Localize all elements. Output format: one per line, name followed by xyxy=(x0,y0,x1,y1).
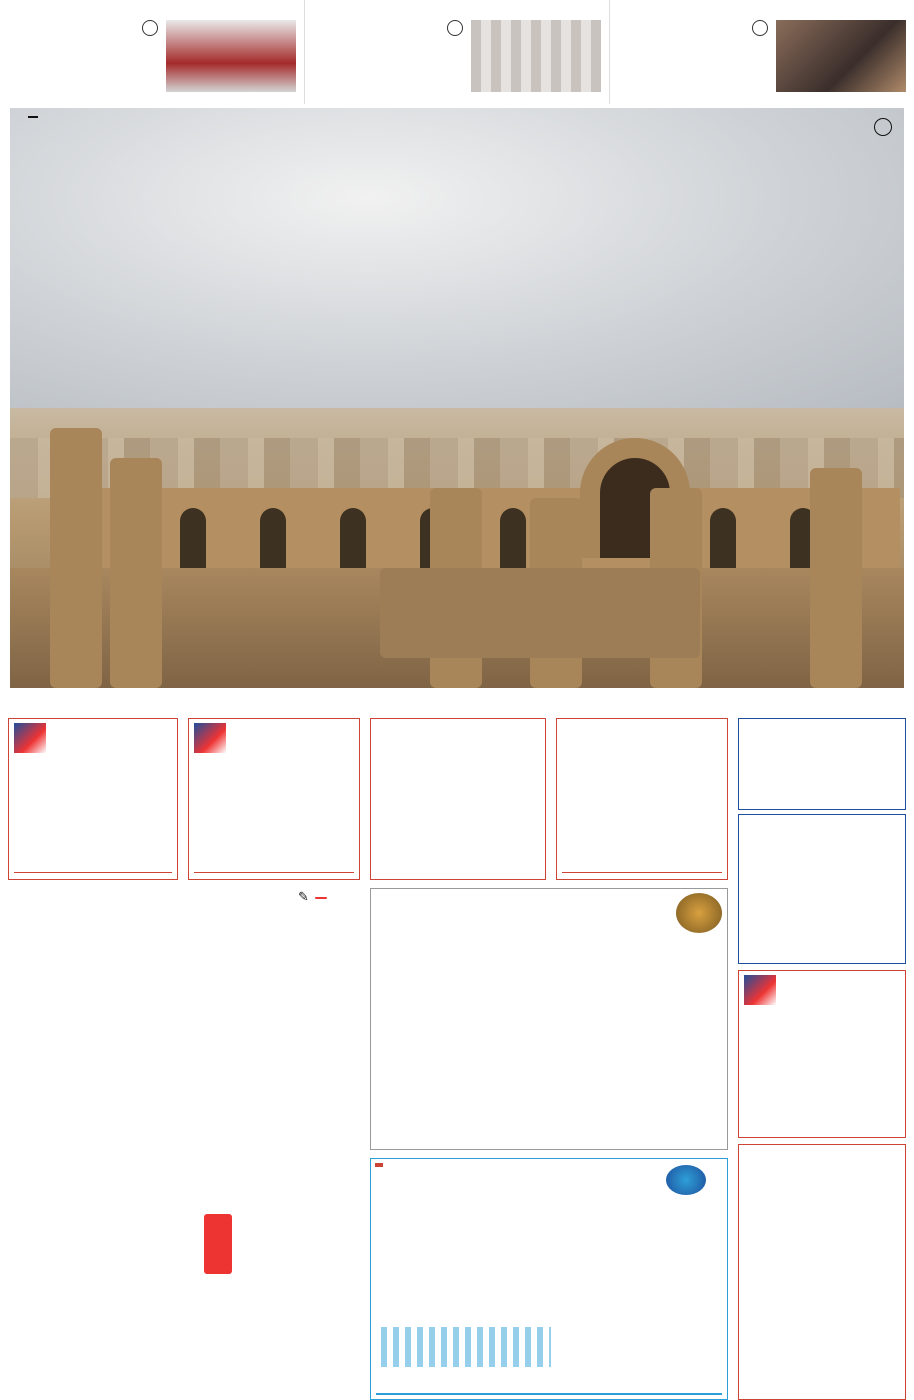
teaser-economy[interactable] xyxy=(304,0,609,104)
pars-brand xyxy=(651,1165,721,1195)
teaser-page-number xyxy=(752,20,768,36)
teaser-page-number xyxy=(142,20,158,36)
sky xyxy=(10,108,904,408)
stone-basin xyxy=(380,568,700,658)
masthead xyxy=(20,116,46,118)
newspaper-logo xyxy=(28,116,38,118)
ad-footer xyxy=(376,1393,722,1395)
saveh-tender-ad-2[interactable] xyxy=(8,718,178,880)
saveh-tender-ad-1[interactable] xyxy=(188,718,360,880)
solution-grid xyxy=(10,1212,196,1398)
ad-footer xyxy=(562,872,722,875)
ad-footer xyxy=(194,872,354,875)
column xyxy=(110,458,162,688)
crossword-clues xyxy=(242,928,368,1190)
pars-logo-icon xyxy=(666,1165,706,1195)
ad-badge xyxy=(375,1163,383,1167)
crossword-down-clues xyxy=(242,1196,368,1400)
golgohar-assembly-ad[interactable] xyxy=(370,718,546,880)
crossword-row-numbers xyxy=(228,972,238,1188)
teaser-photo xyxy=(166,20,296,92)
shayan-assembly-ad[interactable] xyxy=(556,718,728,880)
pars-petrochemical-ad[interactable] xyxy=(370,1158,728,1400)
section-page-number xyxy=(874,118,892,136)
crossword-tag xyxy=(315,897,327,899)
ad-footer xyxy=(14,872,172,875)
company-logo xyxy=(14,723,46,753)
solution-badge xyxy=(204,1214,232,1274)
sedco-logo xyxy=(676,893,722,933)
pen-icon: ✎ xyxy=(298,890,309,905)
two-stage-tender-ad[interactable] xyxy=(738,970,906,1138)
hero-photo xyxy=(10,108,904,688)
teaser-report[interactable] xyxy=(609,0,914,104)
crossword-header xyxy=(298,890,327,905)
teaser-page-number xyxy=(447,20,463,36)
photo-info xyxy=(874,118,892,146)
column xyxy=(50,428,102,688)
sedco-call-ad[interactable] xyxy=(370,888,728,1150)
sigma-ad[interactable] xyxy=(738,814,906,964)
coop-assembly-ad[interactable] xyxy=(738,1144,906,1400)
teaser-photo xyxy=(471,20,601,92)
teaser-provinces[interactable] xyxy=(0,0,304,104)
company-logo xyxy=(194,723,226,753)
teaser-strip xyxy=(0,0,914,104)
company-logo xyxy=(744,975,776,1005)
plant-illustration xyxy=(381,1327,551,1367)
ads-section xyxy=(8,710,906,1400)
column xyxy=(810,468,862,688)
teaser-photo xyxy=(776,20,906,92)
tender-ad[interactable] xyxy=(738,718,906,810)
crossword-grid[interactable] xyxy=(10,972,226,1188)
